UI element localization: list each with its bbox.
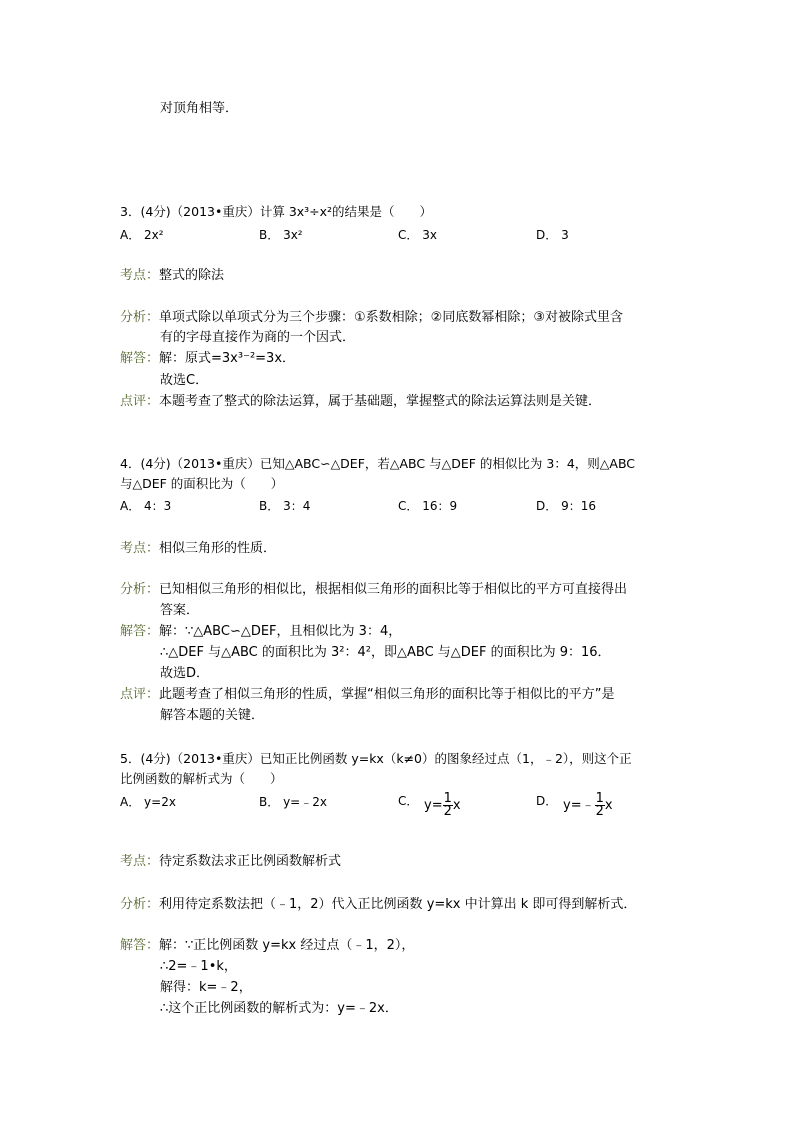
- q5-option-c-letter: C．: [398, 794, 419, 808]
- q3-fenxi: 分析：单项式除以单项式分为三个步骤：①系数相除；②同底数幂相除；③对被除式里含: [120, 310, 623, 325]
- q4-stem-line1: 4．(4分)（2013•重庆）已知△ABC∽△DEF，若△ABC 与△DEF 的相似比为 3：4，则△ABC: [120, 456, 636, 471]
- q4-fenxi-line2: 答案．: [160, 603, 200, 618]
- q5-jieda-line3: 解得：k=﹣2，: [160, 980, 252, 995]
- fraction: $\frac{1}{2}$: [595, 791, 604, 819]
- q4-stem-line2: 与△DEF 的面积比为（ ）: [120, 476, 284, 491]
- q5-option-d-letter: D．: [536, 794, 558, 808]
- q4-jieda: 解答：解：∵△ABC∽△DEF，且相似比为 3：4，: [120, 624, 402, 639]
- q3-fenxi-line2: 有的字母直接作为商的一个因式．: [160, 330, 356, 345]
- q5-jieda: 解答：解：∵正比例函数 y=kx 经过点（﹣1，2），: [120, 938, 415, 953]
- q3-option-c: C． 3x: [398, 228, 437, 242]
- q3-jieda: 解答：解：原式=3x³⁻²=3x．: [120, 351, 296, 366]
- q5-option-d-formula: y=﹣ $\frac{1}{2}$ x: [563, 791, 613, 819]
- q4-option-b: B． 3：4: [259, 499, 311, 513]
- q3-option-d: D． 3: [536, 228, 569, 242]
- q4-option-d: D． 9：16: [536, 499, 596, 513]
- q3-dianping: 点评：本题考查了整式的除法运算，属于基础题，掌握整式的除法运算法则是关键．: [120, 394, 602, 409]
- q5-fenxi: 分析：利用待定系数法把（﹣1，2）代入正比例函数 y=kx 中计算出 k 即可得到解析式．: [120, 897, 637, 912]
- q5-option-b: B． y=﹣2x: [259, 795, 327, 809]
- q5-jieda-line4: ∴这个正比例函数的解析式为：y=﹣2x．: [160, 1001, 398, 1016]
- q5-kaodian: 考点：待定系数法求正比例函数解析式: [120, 854, 342, 869]
- q3-stem: 3．(4分)（2013•重庆）计算 3x³÷x²的结果是（ ）: [120, 204, 433, 219]
- q5-jieda-line2: ∴2=﹣1•k，: [160, 959, 237, 974]
- q3-kaodian: 考点：整式的除法: [120, 268, 225, 283]
- q4-jieda-line2: ∴△DEF 与△ABC 的面积比为 3²：4²，即△ABC 与△DEF 的面积比为 9：16．: [160, 645, 611, 660]
- q4-kaodian: 考点：相似三角形的性质．: [120, 541, 277, 556]
- q5-stem-line2: 比例函数的解析式为（ ）: [120, 771, 283, 786]
- q5-option-c-formula: y= $\frac{1}{2}$ x: [424, 791, 461, 819]
- prev-answer-line: 对顶角相等．: [160, 101, 239, 116]
- q3-jieda-line2: 故选C．: [160, 373, 209, 388]
- q5-stem-line1: 5．(4分)（2013•重庆）已知正比例函数 y=kx（k≠0）的图象经过点（1，﹣2），则这个正: [120, 751, 632, 766]
- q5-option-a: A． y=2x: [120, 795, 176, 809]
- q4-option-a: A． 4：3: [120, 499, 172, 513]
- fraction: $\frac{1}{2}$: [443, 791, 452, 819]
- q3-option-a: A． 2x²: [120, 228, 164, 242]
- q4-option-c: C． 16：9: [398, 499, 458, 513]
- q4-jieda-line3: 故选D．: [160, 666, 210, 681]
- q4-fenxi: 分析：已知相似三角形的相似比，根据相似三角形的面积比等于相似比的平方可直接得出: [120, 582, 628, 597]
- q4-dianping: 点评：此题考查了相似三角形的性质，掌握“相似三角形的面积比等于相似比的平方”是: [120, 687, 615, 702]
- q4-dianping-line2: 解答本题的关键．: [160, 708, 265, 723]
- q3-option-b: B． 3x²: [259, 228, 303, 242]
